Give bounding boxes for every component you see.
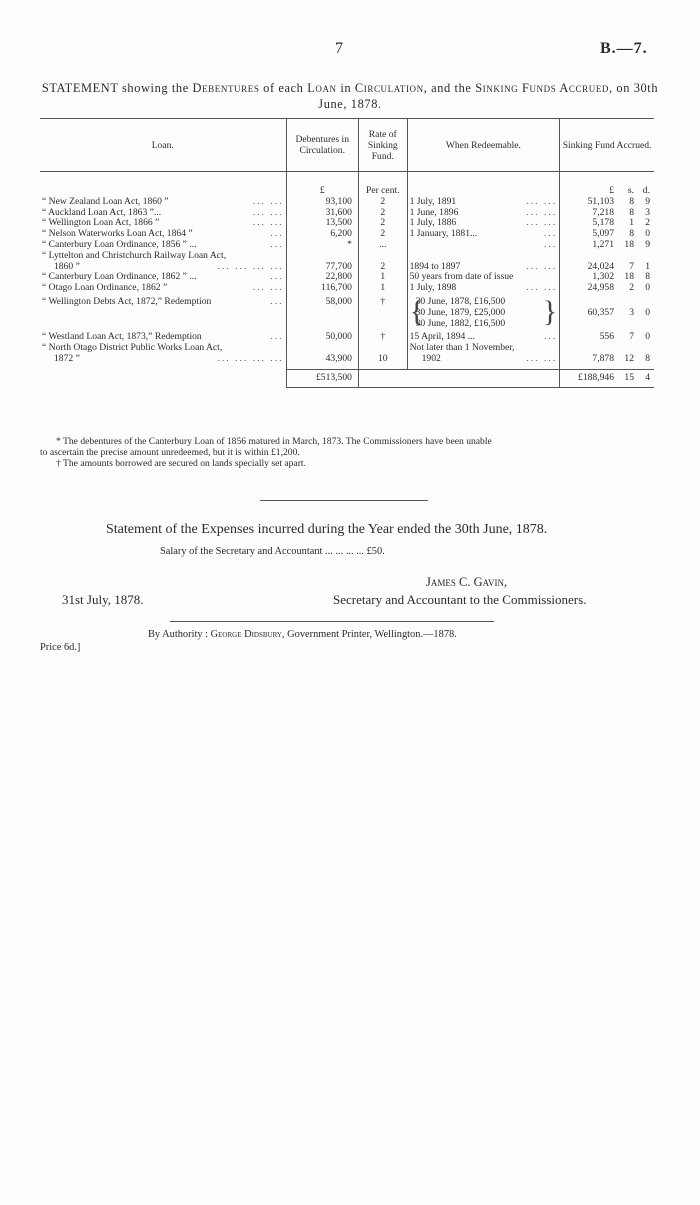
- redeemable-date: 1 July, 1886: [409, 217, 457, 229]
- debentures-value: 13,500: [325, 217, 352, 229]
- footnote-dagger: † The amounts borrowed are secured on lands specially set apart.: [56, 458, 306, 469]
- header-debentures: Debentures in Circulation.: [286, 119, 358, 172]
- footnote-star-continued: to ascertain the precise amount unredeemed, but it is within £1,200.: [40, 447, 300, 458]
- sinking-rate: 2: [380, 260, 386, 272]
- pence: 0: [645, 282, 650, 294]
- pounds: 7,218: [592, 206, 614, 218]
- loan-name-continued: 1860 ”: [54, 260, 80, 272]
- pounds: 5,097: [592, 228, 614, 240]
- debentures-value: *: [347, 238, 352, 250]
- leader-dots: ...: [543, 228, 558, 240]
- redeemable-date: 1 June, 1896: [409, 206, 459, 218]
- sinking-fund-amount: [562, 308, 652, 319]
- shillings: 8: [629, 195, 634, 207]
- loan-name: “ Canterbury Loan Ordinance, 1856 ” ...: [42, 238, 197, 250]
- total-sinking-fund: [562, 373, 652, 384]
- pounds: 1,271: [592, 238, 614, 250]
- redemption-date: 30 June, 1879, £25,000: [415, 306, 506, 318]
- pounds: 1,302: [592, 271, 614, 283]
- loan-name: “ North Otago District Public Works Loan Act,: [42, 342, 223, 354]
- total-debentures: £513,500: [286, 369, 358, 387]
- pence: 1: [645, 260, 650, 272]
- loan-name: “ Wellington Debts Act, 1872,” Redemption: [42, 295, 212, 307]
- signature-date: 31st July, 1878.: [62, 592, 144, 607]
- shillings: 2: [629, 282, 634, 294]
- leader-dots: ... ... ... ...: [217, 260, 284, 272]
- unit-deb: £: [286, 186, 358, 197]
- pounds: 5,178: [592, 217, 614, 229]
- table-header-row: [40, 119, 654, 172]
- signatory-title: Secretary and Accountant to the Commissioners.: [333, 592, 587, 607]
- pence: 0: [645, 306, 650, 318]
- debentures-value: 43,900: [325, 352, 352, 364]
- table-row: [40, 294, 654, 329]
- pounds: 51,103: [587, 195, 614, 207]
- section-divider: [260, 500, 428, 501]
- debentures-value: 31,600: [325, 206, 352, 218]
- document-reference: B.—7.: [600, 40, 648, 57]
- leader-dots: ... ...: [526, 206, 558, 218]
- loan-name: “ Auckland Loan Act, 1863 ”...: [42, 206, 162, 218]
- leader-dots: ... ...: [526, 352, 558, 364]
- loans-table-container: [40, 118, 654, 388]
- leader-dots: ... ...: [252, 206, 284, 218]
- shillings: 7: [629, 331, 634, 343]
- table-row: [40, 251, 654, 273]
- leader-dots: ...: [270, 331, 284, 343]
- redeemable-date-continued: 1902: [421, 352, 441, 364]
- table-row: [40, 329, 654, 343]
- loans-table: [40, 118, 654, 388]
- loan-name: “ Lyttelton and Christchurch Railway Loan Act,: [42, 249, 227, 261]
- debentures-value: 6,200: [330, 228, 352, 240]
- shillings: 12: [624, 352, 634, 364]
- table-row: [40, 283, 654, 294]
- pounds: 556: [599, 331, 614, 343]
- leader-dots: ... ...: [526, 195, 558, 207]
- sinking-fund-amount: [562, 354, 652, 365]
- sinking-rate: 2: [380, 206, 386, 218]
- header-sinking-fund: Sinking Fund Accrued.: [560, 119, 654, 172]
- sinking-rate: 2: [380, 228, 386, 240]
- sinking-fund-amount: [562, 283, 652, 294]
- leader-dots: ... ...: [252, 217, 284, 229]
- pence: 8: [645, 271, 650, 283]
- redeemable-date: 50 years from date of issue: [409, 271, 514, 283]
- leader-dots: ...: [270, 271, 284, 283]
- pence: 0: [645, 331, 650, 343]
- pence: 9: [645, 195, 650, 207]
- debentures-value: 58,000: [325, 295, 352, 307]
- shillings: 8: [629, 228, 634, 240]
- signatory-name: James C. Gavin,: [426, 575, 508, 589]
- debentures-value: 77,700: [325, 260, 352, 272]
- header-loan: Loan.: [40, 119, 286, 172]
- unit-pounds: £: [609, 185, 614, 196]
- header-rate: Rate of Sinking Fund.: [358, 119, 407, 172]
- left-brace: {: [409, 294, 425, 328]
- leader-dots: ... ...: [252, 282, 284, 294]
- sinking-fund-amount: [562, 240, 652, 251]
- shillings: 18: [624, 238, 634, 250]
- loan-name-continued: 1872 ”: [54, 352, 80, 364]
- unit-shillings: s.: [627, 185, 634, 196]
- total-row: [40, 369, 654, 387]
- redeemable-date: 15 April, 1894 ...: [409, 331, 475, 343]
- leader-dots: ... ...: [252, 195, 284, 207]
- sinking-rate: 2: [380, 217, 386, 229]
- sinking-rate: 10: [377, 352, 388, 364]
- unit-rate: Per cent.: [358, 186, 407, 197]
- redeemable-date: Not later than 1 November,: [409, 342, 515, 354]
- leader-dots: ...: [543, 238, 558, 250]
- header-when-redeemable: When Redeemable.: [407, 119, 560, 172]
- total-shillings: 15: [624, 371, 634, 383]
- leader-dots: ... ...: [526, 282, 558, 294]
- debentures-value: 93,100: [325, 195, 352, 207]
- pounds: 24,958: [587, 282, 614, 294]
- leader-dots: ...: [270, 295, 284, 307]
- leader-dots: ... ...: [526, 260, 558, 272]
- shillings: 8: [629, 206, 634, 218]
- leader-dots: ...: [270, 238, 284, 250]
- redeemable-date: 1 July, 1898: [409, 282, 457, 294]
- pounds: 24,024: [587, 260, 614, 272]
- loan-name: “ Otago Loan Ordinance, 1862 ”: [42, 282, 168, 294]
- pence: 2: [645, 217, 650, 229]
- sinking-fund-amount: [562, 197, 652, 208]
- shillings: 1: [629, 217, 634, 229]
- total-pounds: £188,946: [578, 371, 614, 383]
- loan-name: “ Canterbury Loan Ordinance, 1862 ” ...: [42, 271, 197, 283]
- right-brace: }: [542, 294, 558, 328]
- sinking-rate: †: [380, 331, 386, 343]
- loan-name: “ Westland Loan Act, 1873,” Redemption: [42, 331, 202, 343]
- debentures-value: 50,000: [325, 331, 352, 343]
- sinking-rate: 1: [380, 282, 386, 294]
- debentures-value: 22,800: [325, 271, 352, 283]
- table-row: [40, 343, 654, 365]
- pence: 8: [645, 352, 650, 364]
- shillings: 3: [629, 306, 634, 318]
- pounds: 60,357: [587, 306, 614, 318]
- redeemable-date: 1 January, 1881...: [409, 228, 478, 240]
- shillings: 18: [624, 271, 634, 283]
- pence: 0: [645, 228, 650, 240]
- pence: 3: [645, 206, 650, 218]
- salary-line: Salary of the Secretary and Accountant ... ... ... ... £50.: [160, 546, 385, 557]
- leader-dots: ...: [270, 228, 284, 240]
- spacer-row: [40, 172, 654, 187]
- redemption-schedule: [409, 294, 558, 329]
- printer-imprint: By Authority : George Didsbury, Government Printer, Wellington.—1878.: [148, 629, 457, 640]
- imprint-divider: [170, 621, 494, 622]
- leader-dots: ...: [543, 331, 558, 343]
- statement-title: STATEMENT showing the Debentures of each Loan in Circulation, and the Sinking Funds Accrued, on 30th June, 1878.: [41, 81, 659, 111]
- shillings: 7: [629, 260, 634, 272]
- sinking-rate: †: [380, 295, 386, 307]
- loan-name: “ Nelson Waterworks Loan Act, 1864 ”: [42, 228, 193, 240]
- loan-name: “ Wellington Loan Act, 1866 ”: [42, 217, 160, 229]
- price-note: Price 6d.]: [40, 642, 81, 653]
- unit-pence: d.: [642, 185, 650, 196]
- redemption-date: 30 June, 1882, £16,500: [415, 317, 506, 329]
- redemption-date: 30 June, 1878, £16,500: [415, 295, 506, 307]
- sinking-rate: 2: [380, 195, 386, 207]
- page-number: 7: [335, 40, 343, 57]
- redeemable-date: 1894 to 1897: [409, 260, 461, 272]
- redeemable-date: 1 July, 1891: [409, 195, 457, 207]
- expenses-title: Statement of the Expenses incurred during the Year ended the 30th June, 1878.: [106, 522, 548, 537]
- sinking-rate: 1: [380, 271, 386, 283]
- debentures-value: 116,700: [321, 282, 352, 294]
- pence: 9: [645, 238, 650, 250]
- sinking-fund-amount: [562, 332, 652, 343]
- table-body: [40, 172, 654, 388]
- total-pence: 4: [645, 371, 650, 383]
- footnote-star: * The debentures of the Canterbury Loan of 1856 matured in March, 1873. The Commissioners have been unable: [56, 436, 492, 447]
- sinking-rate: ...: [379, 238, 387, 250]
- leader-dots: ... ...: [526, 217, 558, 229]
- loan-name: “ New Zealand Loan Act, 1860 ”: [42, 195, 169, 207]
- leader-dots: ... ... ... ...: [217, 352, 284, 364]
- pounds: 7,878: [592, 352, 614, 364]
